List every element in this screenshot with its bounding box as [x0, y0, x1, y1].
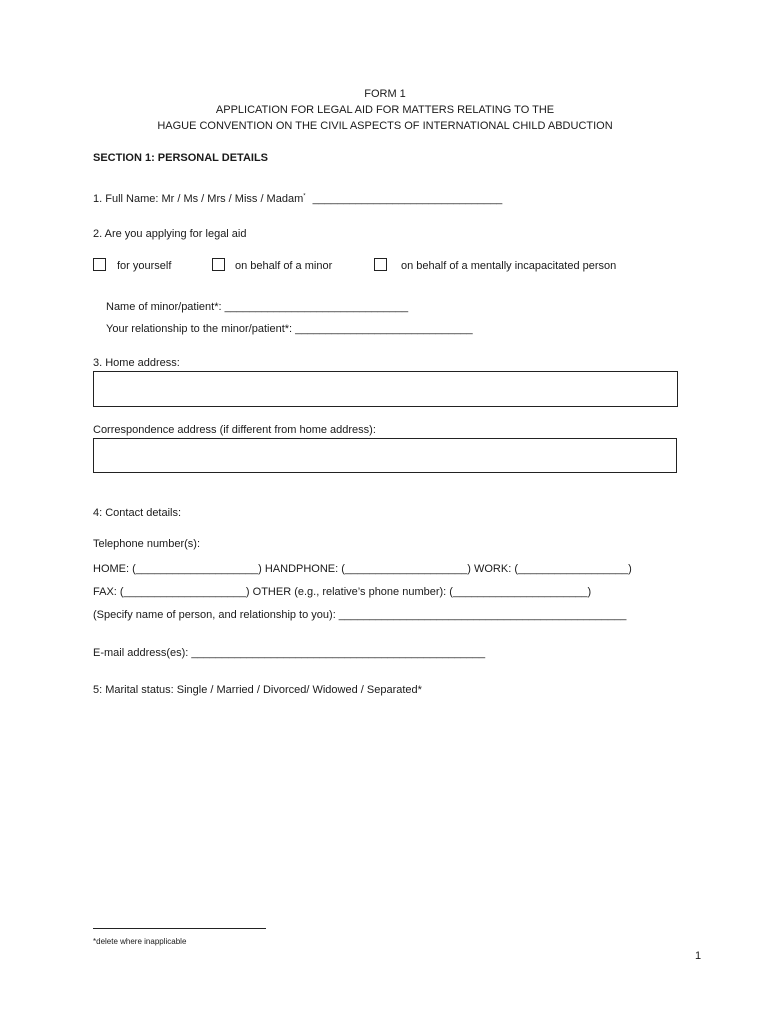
full-name-blank: _______________________________ [312, 193, 503, 205]
footnote-divider [93, 928, 266, 929]
full-name-footnote-mark: * [303, 193, 306, 200]
option-for-yourself-label: for yourself [117, 260, 172, 272]
footnote: *delete where inapplicable [93, 937, 187, 946]
checkbox-on-behalf-of-minor[interactable] [212, 258, 225, 271]
form-number: FORM 1 [364, 88, 406, 100]
email-field[interactable]: E-mail address(es): ________________________________________________ [93, 647, 486, 659]
section-heading: SECTION 1: PERSONAL DETAILS [93, 152, 269, 164]
telephone-label: Telephone number(s): [93, 538, 201, 550]
marital-status: 5: Marital status: Single / Married / Divorced/ Widowed / Separated* [93, 684, 422, 696]
page-number: 1 [695, 950, 702, 962]
phone-line-specify-person[interactable]: (Specify name of person, and relationship to you): _______________________________________________ [93, 609, 627, 621]
applying-question: 2. Are you applying for legal aid [93, 228, 247, 240]
option-incapacitated-label: on behalf of a mentally incapacitated person [401, 260, 617, 272]
phone-line-fax-other[interactable]: FAX: (____________________) OTHER (e.g., relative’s phone number): (______________________) [93, 586, 592, 598]
correspondence-address-label: Correspondence address (if different from home address): [93, 424, 376, 436]
form-title-line-2: HAGUE CONVENTION ON THE CIVIL ASPECTS OF INTERNATIONAL CHILD ABDUCTION [157, 120, 613, 132]
relationship-field[interactable]: Your relationship to the minor/patient*: _____________________________ [106, 323, 473, 335]
full-name-field[interactable] [93, 193, 502, 205]
checkbox-for-yourself[interactable] [93, 258, 106, 271]
home-address-label: 3. Home address: [93, 357, 180, 369]
form-title-line-1: APPLICATION FOR LEGAL AID FOR MATTERS RELATING TO THE [215, 104, 555, 116]
option-minor-label: on behalf of a minor [235, 260, 333, 272]
full-name-label: 1. Full Name: Mr / Ms / Mrs / Miss / Madam [93, 193, 304, 205]
checkbox-on-behalf-of-incapacitated[interactable] [374, 258, 387, 271]
home-address-box[interactable] [93, 371, 678, 407]
phone-line-home-handphone-work[interactable]: HOME: (____________________) HANDPHONE: (____________________) WORK: (__________________) [93, 563, 632, 575]
contact-details-heading: 4: Contact details: [93, 507, 182, 519]
minor-name-field[interactable]: Name of minor/patient*: ______________________________ [106, 301, 409, 313]
correspondence-address-box[interactable] [93, 438, 677, 473]
